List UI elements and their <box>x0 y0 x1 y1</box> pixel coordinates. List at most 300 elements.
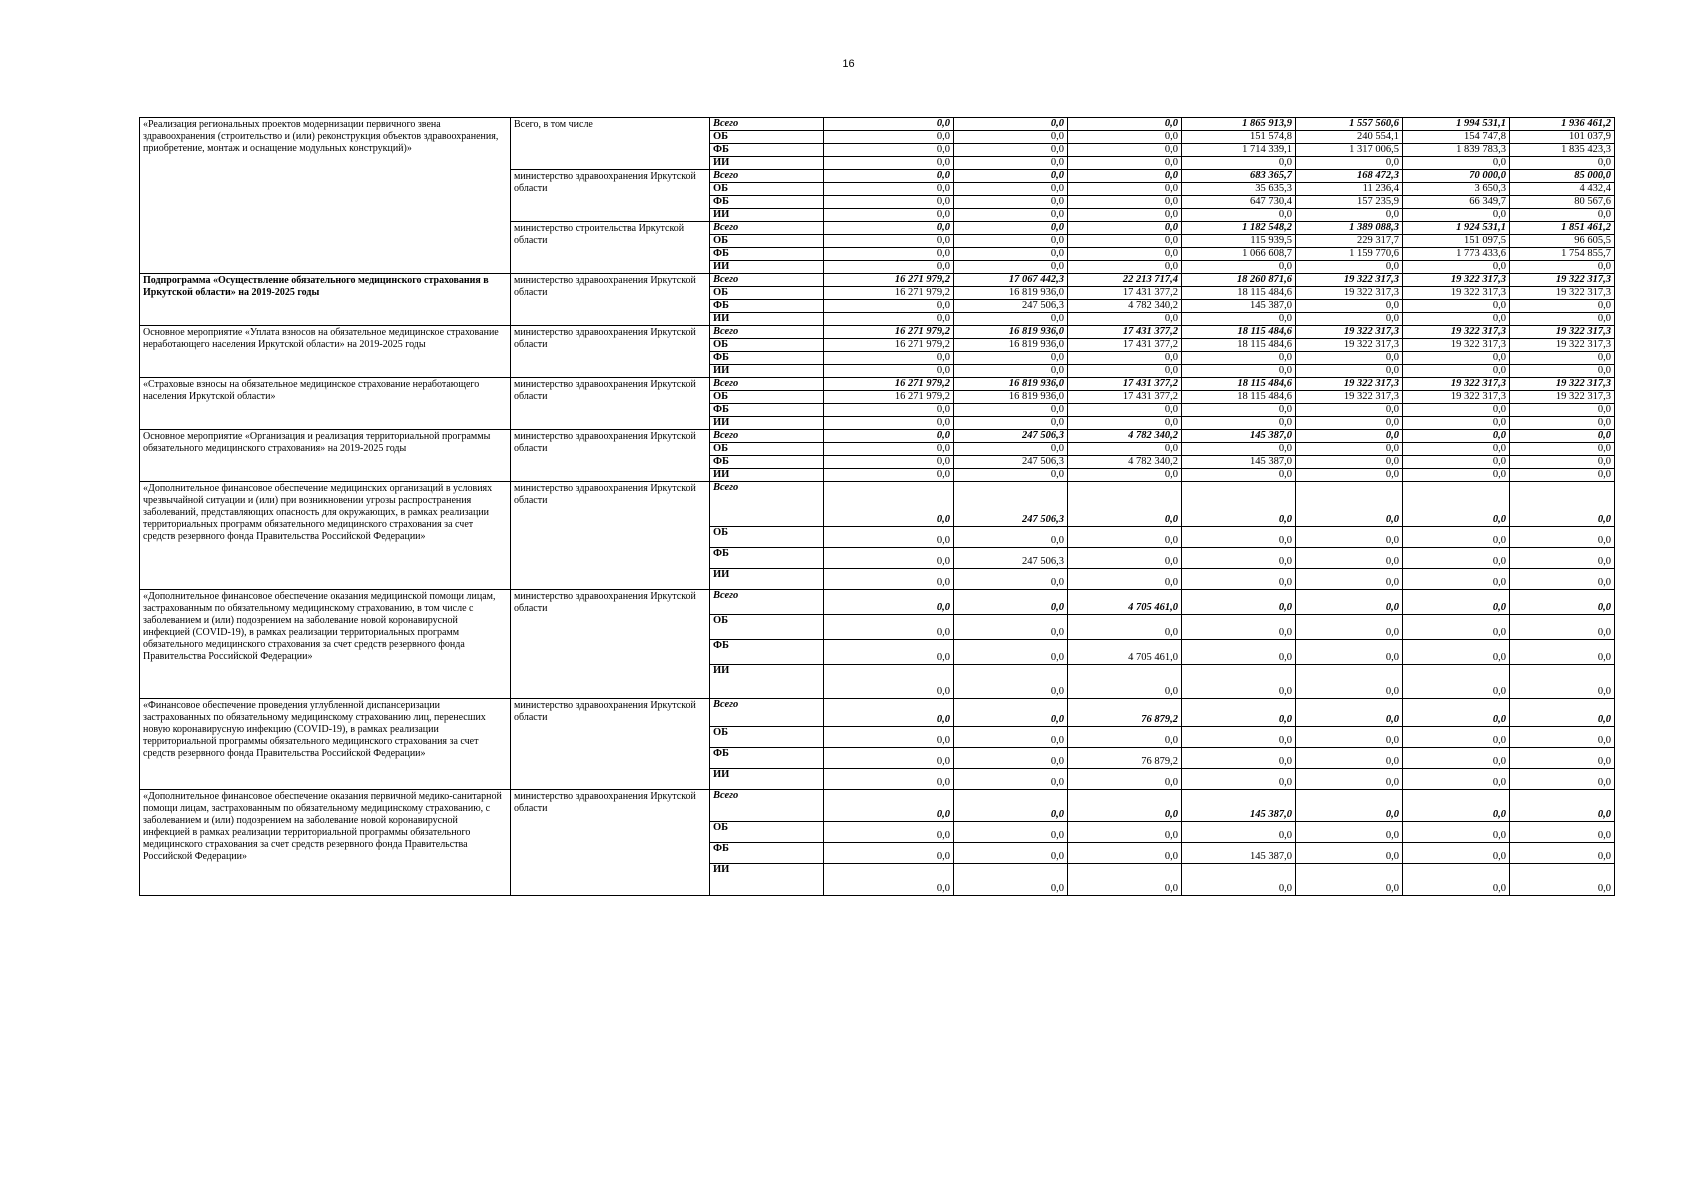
funding-source-cell: ФБ <box>710 456 824 469</box>
amount-cell: 4 782 340,2 <box>1068 300 1182 313</box>
amount-cell: 0,0 <box>1403 548 1510 569</box>
amount-cell: 0,0 <box>1068 527 1182 548</box>
amount-cell: 0,0 <box>1182 157 1296 170</box>
amount-cell: 0,0 <box>1068 222 1182 235</box>
funding-source-cell: Всего <box>710 699 824 727</box>
amount-cell: 0,0 <box>1068 157 1182 170</box>
funding-source-cell: ФБ <box>710 748 824 769</box>
amount-cell: 0,0 <box>824 527 954 548</box>
amount-cell: 4 782 340,2 <box>1068 456 1182 469</box>
amount-cell: 0,0 <box>1403 748 1510 769</box>
amount-cell: 0,0 <box>1296 699 1403 727</box>
amount-cell: 4 705 461,0 <box>1068 640 1182 665</box>
amount-cell: 0,0 <box>1068 443 1182 456</box>
amount-cell: 0,0 <box>1403 482 1510 527</box>
amount-cell: 0,0 <box>1510 261 1615 274</box>
amount-cell: 0,0 <box>824 456 954 469</box>
funding-source-cell: ИИ <box>710 209 824 222</box>
funding-source-cell: ФБ <box>710 404 824 417</box>
amount-cell: 240 554,1 <box>1296 131 1403 144</box>
amount-cell: 0,0 <box>1403 864 1510 896</box>
amount-cell: 16 271 979,2 <box>824 326 954 339</box>
amount-cell: 1 159 770,6 <box>1296 248 1403 261</box>
funding-source-cell: ФБ <box>710 144 824 157</box>
amount-cell: 0,0 <box>954 183 1068 196</box>
amount-cell: 96 605,5 <box>1510 235 1615 248</box>
amount-cell: 0,0 <box>1068 196 1182 209</box>
amount-cell: 0,0 <box>1296 417 1403 430</box>
amount-cell: 0,0 <box>954 590 1068 615</box>
amount-cell: 0,0 <box>1403 365 1510 378</box>
amount-cell: 19 322 317,3 <box>1403 339 1510 352</box>
amount-cell: 0,0 <box>1510 699 1615 727</box>
amount-cell: 0,0 <box>1068 790 1182 822</box>
amount-cell: 0,0 <box>1296 261 1403 274</box>
funding-source-cell: Всего <box>710 170 824 183</box>
program-name-cell: «Финансовое обеспечение проведения углубленной диспансеризации застрахованных по обязательному медицинскому страхованию лиц, перенесших новую коронавирусную инфекцию (COVID-19), в рамках реализации территориальной программы обязательного медицинского страхования за счет средств резервного фонда Правительства Российской Федерации» <box>140 699 511 790</box>
executor-cell: министерство здравоохранения Иркутской области <box>511 170 710 222</box>
amount-cell: 16 819 936,0 <box>954 326 1068 339</box>
amount-cell: 0,0 <box>1510 365 1615 378</box>
amount-cell: 0,0 <box>1403 590 1510 615</box>
amount-cell: 1 839 783,3 <box>1403 144 1510 157</box>
program-name-cell: Основное мероприятие «Уплата взносов на обязательное медицинское страхование неработающего населения Иркутской области» на 2019-2025 годы <box>140 326 511 378</box>
amount-cell: 0,0 <box>1510 469 1615 482</box>
amount-cell: 0,0 <box>1296 430 1403 443</box>
amount-cell: 0,0 <box>1510 790 1615 822</box>
amount-cell: 4 705 461,0 <box>1068 590 1182 615</box>
amount-cell: 0,0 <box>1182 417 1296 430</box>
table-row <box>140 590 1615 615</box>
funding-source-cell: ФБ <box>710 300 824 313</box>
funding-source-cell: Всего <box>710 118 824 131</box>
table-row <box>140 118 1615 131</box>
table-body <box>140 118 1615 896</box>
amount-cell: 0,0 <box>824 157 954 170</box>
amount-cell: 0,0 <box>824 699 954 727</box>
funding-source-cell: ИИ <box>710 469 824 482</box>
amount-cell: 0,0 <box>1510 482 1615 527</box>
amount-cell: 229 317,7 <box>1296 235 1403 248</box>
amount-cell: 0,0 <box>1403 527 1510 548</box>
executor-cell: министерство здравоохранения Иркутской области <box>511 274 710 326</box>
amount-cell: 0,0 <box>1068 822 1182 843</box>
amount-cell: 0,0 <box>1403 300 1510 313</box>
amount-cell: 35 635,3 <box>1182 183 1296 196</box>
amount-cell: 0,0 <box>1068 843 1182 864</box>
amount-cell: 19 322 317,3 <box>1296 326 1403 339</box>
amount-cell: 154 747,8 <box>1403 131 1510 144</box>
amount-cell: 0,0 <box>824 640 954 665</box>
amount-cell: 0,0 <box>824 144 954 157</box>
amount-cell: 17 067 442,3 <box>954 274 1068 287</box>
amount-cell: 0,0 <box>824 261 954 274</box>
amount-cell: 0,0 <box>1296 443 1403 456</box>
amount-cell: 19 322 317,3 <box>1510 378 1615 391</box>
amount-cell: 145 387,0 <box>1182 456 1296 469</box>
funding-source-cell: Всего <box>710 590 824 615</box>
amount-cell: 1 994 531,1 <box>1403 118 1510 131</box>
amount-cell: 76 879,2 <box>1068 699 1182 727</box>
amount-cell: 0,0 <box>1182 548 1296 569</box>
funding-source-cell: Всего <box>710 430 824 443</box>
amount-cell: 0,0 <box>1068 235 1182 248</box>
amount-cell: 0,0 <box>1182 261 1296 274</box>
amount-cell: 0,0 <box>1403 209 1510 222</box>
amount-cell: 1 066 608,7 <box>1182 248 1296 261</box>
amount-cell: 1 773 433,6 <box>1403 248 1510 261</box>
amount-cell: 683 365,7 <box>1182 170 1296 183</box>
funding-source-cell: ИИ <box>710 417 824 430</box>
amount-cell: 0,0 <box>824 196 954 209</box>
amount-cell: 0,0 <box>954 118 1068 131</box>
amount-cell: 0,0 <box>824 118 954 131</box>
amount-cell: 85 000,0 <box>1510 170 1615 183</box>
executor-cell: министерство здравоохранения Иркутской области <box>511 326 710 378</box>
amount-cell: 0,0 <box>1510 430 1615 443</box>
amount-cell: 0,0 <box>1510 843 1615 864</box>
amount-cell: 0,0 <box>1182 615 1296 640</box>
amount-cell: 0,0 <box>1296 790 1403 822</box>
program-name-cell: Основное мероприятие «Организация и реализация территориальной программы обязательного медицинского страхования» на 2019-2025 годы <box>140 430 511 482</box>
amount-cell: 0,0 <box>954 222 1068 235</box>
amount-cell: 1 714 339,1 <box>1182 144 1296 157</box>
amount-cell: 0,0 <box>1296 313 1403 326</box>
amount-cell: 0,0 <box>1068 209 1182 222</box>
funding-source-cell: ФБ <box>710 248 824 261</box>
amount-cell: 0,0 <box>1182 699 1296 727</box>
amount-cell: 0,0 <box>1296 456 1403 469</box>
amount-cell: 145 387,0 <box>1182 430 1296 443</box>
amount-cell: 0,0 <box>1296 748 1403 769</box>
amount-cell: 0,0 <box>954 469 1068 482</box>
amount-cell: 0,0 <box>824 864 954 896</box>
amount-cell: 19 322 317,3 <box>1403 391 1510 404</box>
amount-cell: 0,0 <box>1182 590 1296 615</box>
funding-source-cell: ОБ <box>710 183 824 196</box>
amount-cell: 0,0 <box>1068 569 1182 590</box>
amount-cell: 0,0 <box>1296 665 1403 699</box>
funding-source-cell: Всего <box>710 790 824 822</box>
amount-cell: 0,0 <box>824 822 954 843</box>
executor-cell: министерство здравоохранения Иркутской области <box>511 699 710 790</box>
amount-cell: 19 322 317,3 <box>1296 274 1403 287</box>
amount-cell: 0,0 <box>1068 183 1182 196</box>
amount-cell: 4 432,4 <box>1510 183 1615 196</box>
executor-cell: министерство здравоохранения Иркутской области <box>511 590 710 699</box>
amount-cell: 0,0 <box>1510 665 1615 699</box>
amount-cell: 0,0 <box>954 527 1068 548</box>
funding-source-cell: Всего <box>710 378 824 391</box>
amount-cell: 0,0 <box>954 822 1068 843</box>
program-name-cell: «Дополнительное финансовое обеспечение медицинских организаций в условиях чрезвычайной ситуации и (или) при возникновении угрозы распространения заболеваний, представляющих опасность для окружающих, в рамках реализации территориальных программ обязательного медицинского страхования за счет средств резервного фонда Правительства Российской Федерации» <box>140 482 511 590</box>
amount-cell: 0,0 <box>954 748 1068 769</box>
amount-cell: 0,0 <box>1510 443 1615 456</box>
amount-cell: 19 322 317,3 <box>1403 378 1510 391</box>
amount-cell: 16 819 936,0 <box>954 378 1068 391</box>
amount-cell: 0,0 <box>824 222 954 235</box>
amount-cell: 0,0 <box>1403 352 1510 365</box>
funding-source-cell: ИИ <box>710 665 824 699</box>
amount-cell: 151 574,8 <box>1182 131 1296 144</box>
amount-cell: 0,0 <box>824 769 954 790</box>
amount-cell: 0,0 <box>1510 456 1615 469</box>
amount-cell: 0,0 <box>824 843 954 864</box>
amount-cell: 19 322 317,3 <box>1510 274 1615 287</box>
amount-cell: 145 387,0 <box>1182 790 1296 822</box>
executor-cell: министерство здравоохранения Иркутской области <box>511 482 710 590</box>
amount-cell: 0,0 <box>1403 569 1510 590</box>
amount-cell: 0,0 <box>954 769 1068 790</box>
amount-cell: 0,0 <box>954 665 1068 699</box>
amount-cell: 0,0 <box>954 864 1068 896</box>
program-name-cell: «Дополнительное финансовое обеспечение оказания первичной медико-санитарной помощи лицам, застрахованным по обязательному медицинскому страхованию, с заболеванием и (или) подозрением на заболевание новой коронавирусной инфекцией в рамках реализации территориальной программы обязательного медицинского страхования за счет средств резервного фонда Правительства Российской Федерации» <box>140 790 511 896</box>
amount-cell: 0,0 <box>1510 548 1615 569</box>
funding-source-cell: ИИ <box>710 864 824 896</box>
amount-cell: 0,0 <box>1296 209 1403 222</box>
amount-cell: 0,0 <box>1403 443 1510 456</box>
financing-table <box>139 117 1615 896</box>
amount-cell: 0,0 <box>1068 248 1182 261</box>
funding-source-cell: Всего <box>710 222 824 235</box>
amount-cell: 0,0 <box>1296 482 1403 527</box>
amount-cell: 0,0 <box>1068 769 1182 790</box>
amount-cell: 1 754 855,7 <box>1510 248 1615 261</box>
table-row <box>140 699 1615 727</box>
funding-source-cell: ФБ <box>710 843 824 864</box>
table-row <box>140 274 1615 287</box>
amount-cell: 0,0 <box>1510 864 1615 896</box>
amount-cell: 16 271 979,2 <box>824 391 954 404</box>
amount-cell: 145 387,0 <box>1182 843 1296 864</box>
amount-cell: 0,0 <box>1510 640 1615 665</box>
amount-cell: 0,0 <box>954 417 1068 430</box>
amount-cell: 0,0 <box>1296 157 1403 170</box>
amount-cell: 0,0 <box>1182 640 1296 665</box>
amount-cell: 0,0 <box>1068 170 1182 183</box>
amount-cell: 0,0 <box>824 469 954 482</box>
amount-cell: 0,0 <box>1296 843 1403 864</box>
amount-cell: 247 506,3 <box>954 456 1068 469</box>
amount-cell: 0,0 <box>824 248 954 261</box>
amount-cell: 0,0 <box>1182 352 1296 365</box>
amount-cell: 18 260 871,6 <box>1182 274 1296 287</box>
amount-cell: 0,0 <box>954 640 1068 665</box>
amount-cell: 0,0 <box>1296 300 1403 313</box>
amount-cell: 0,0 <box>1068 469 1182 482</box>
amount-cell: 0,0 <box>1296 727 1403 748</box>
amount-cell: 1 835 423,3 <box>1510 144 1615 157</box>
amount-cell: 0,0 <box>1403 261 1510 274</box>
amount-cell: 0,0 <box>1068 864 1182 896</box>
amount-cell: 0,0 <box>1296 590 1403 615</box>
amount-cell: 247 506,3 <box>954 482 1068 527</box>
amount-cell: 0,0 <box>1296 569 1403 590</box>
funding-source-cell: ОБ <box>710 287 824 300</box>
amount-cell: 0,0 <box>1182 727 1296 748</box>
amount-cell: 16 271 979,2 <box>824 378 954 391</box>
amount-cell: 0,0 <box>1068 665 1182 699</box>
amount-cell: 0,0 <box>1510 209 1615 222</box>
amount-cell: 0,0 <box>1068 118 1182 131</box>
funding-source-cell: Всего <box>710 482 824 527</box>
amount-cell: 0,0 <box>1296 365 1403 378</box>
amount-cell: 647 730,4 <box>1182 196 1296 209</box>
amount-cell: 0,0 <box>1296 352 1403 365</box>
amount-cell: 19 322 317,3 <box>1510 391 1615 404</box>
amount-cell: 18 115 484,6 <box>1182 339 1296 352</box>
funding-source-cell: ОБ <box>710 235 824 248</box>
table-row <box>140 482 1615 527</box>
amount-cell: 19 322 317,3 <box>1296 378 1403 391</box>
program-name-cell: «Страховые взносы на обязательное медицинское страхование неработающего населения Иркутской области» <box>140 378 511 430</box>
amount-cell: 0,0 <box>824 569 954 590</box>
executor-cell: министерство строительства Иркутской области <box>511 222 710 274</box>
amount-cell: 4 782 340,2 <box>1068 430 1182 443</box>
funding-source-cell: ФБ <box>710 548 824 569</box>
amount-cell: 16 819 936,0 <box>954 391 1068 404</box>
amount-cell: 1 557 560,6 <box>1296 118 1403 131</box>
amount-cell: 17 431 377,2 <box>1068 287 1182 300</box>
amount-cell: 16 271 979,2 <box>824 274 954 287</box>
table-row <box>140 378 1615 391</box>
amount-cell: 0,0 <box>1296 527 1403 548</box>
amount-cell: 0,0 <box>1182 527 1296 548</box>
amount-cell: 0,0 <box>954 443 1068 456</box>
amount-cell: 0,0 <box>1403 727 1510 748</box>
amount-cell: 247 506,3 <box>954 430 1068 443</box>
amount-cell: 247 506,3 <box>954 548 1068 569</box>
amount-cell: 19 322 317,3 <box>1403 326 1510 339</box>
amount-cell: 1 936 461,2 <box>1510 118 1615 131</box>
amount-cell: 0,0 <box>824 430 954 443</box>
amount-cell: 0,0 <box>954 131 1068 144</box>
amount-cell: 0,0 <box>824 183 954 196</box>
amount-cell: 19 322 317,3 <box>1403 287 1510 300</box>
funding-source-cell: ОБ <box>710 822 824 843</box>
amount-cell: 0,0 <box>1403 430 1510 443</box>
amount-cell: 0,0 <box>1068 261 1182 274</box>
amount-cell: 0,0 <box>1068 313 1182 326</box>
amount-cell: 0,0 <box>1403 417 1510 430</box>
amount-cell: 0,0 <box>824 443 954 456</box>
amount-cell: 0,0 <box>1403 157 1510 170</box>
amount-cell: 66 349,7 <box>1403 196 1510 209</box>
amount-cell: 0,0 <box>1182 482 1296 527</box>
amount-cell: 0,0 <box>824 209 954 222</box>
amount-cell: 0,0 <box>1510 300 1615 313</box>
funding-source-cell: ИИ <box>710 157 824 170</box>
amount-cell: 1 924 531,1 <box>1403 222 1510 235</box>
amount-cell: 115 939,5 <box>1182 235 1296 248</box>
amount-cell: 0,0 <box>824 790 954 822</box>
amount-cell: 17 431 377,2 <box>1068 378 1182 391</box>
amount-cell: 0,0 <box>954 248 1068 261</box>
amount-cell: 17 431 377,2 <box>1068 339 1182 352</box>
amount-cell: 0,0 <box>1068 404 1182 417</box>
amount-cell: 0,0 <box>1296 822 1403 843</box>
amount-cell: 18 115 484,6 <box>1182 378 1296 391</box>
amount-cell: 0,0 <box>824 300 954 313</box>
amount-cell: 3 650,3 <box>1403 183 1510 196</box>
amount-cell: 19 322 317,3 <box>1403 274 1510 287</box>
amount-cell: 16 271 979,2 <box>824 339 954 352</box>
amount-cell: 0,0 <box>954 727 1068 748</box>
amount-cell: 0,0 <box>1403 843 1510 864</box>
table-row <box>140 430 1615 443</box>
amount-cell: 0,0 <box>1182 313 1296 326</box>
amount-cell: 0,0 <box>824 235 954 248</box>
amount-cell: 0,0 <box>1403 615 1510 640</box>
program-name-cell: Подпрограмма «Осуществление обязательного медицинского страхования в Иркутской области» на 2019-2025 годы <box>140 274 511 326</box>
amount-cell: 0,0 <box>954 209 1068 222</box>
amount-cell: 0,0 <box>1510 748 1615 769</box>
amount-cell: 0,0 <box>1182 404 1296 417</box>
amount-cell: 19 322 317,3 <box>1510 326 1615 339</box>
amount-cell: 0,0 <box>824 131 954 144</box>
amount-cell: 0,0 <box>824 727 954 748</box>
funding-source-cell: ОБ <box>710 131 824 144</box>
amount-cell: 0,0 <box>824 365 954 378</box>
program-name-cell: «Дополнительное финансовое обеспечение оказания медицинской помощи лицам, застрахованным по обязательному медицинскому страхованию, в том числе с заболеванием и (или) подозрением на заболевание новой коронавирусной инфекцией (COVID-19), в рамках реализации территориальных программ обязательного медицинского страхования за счет средств резервного фонда Правительства Российской Федерации» <box>140 590 511 699</box>
amount-cell: 0,0 <box>1182 864 1296 896</box>
amount-cell: 0,0 <box>954 352 1068 365</box>
amount-cell: 19 322 317,3 <box>1296 339 1403 352</box>
amount-cell: 0,0 <box>1182 822 1296 843</box>
amount-cell: 0,0 <box>954 365 1068 378</box>
amount-cell: 18 115 484,6 <box>1182 391 1296 404</box>
amount-cell: 0,0 <box>1068 482 1182 527</box>
amount-cell: 1 851 461,2 <box>1510 222 1615 235</box>
amount-cell: 0,0 <box>1182 665 1296 699</box>
amount-cell: 11 236,4 <box>1296 183 1403 196</box>
amount-cell: 0,0 <box>954 261 1068 274</box>
page-number: 16 <box>842 58 855 70</box>
amount-cell: 0,0 <box>1182 469 1296 482</box>
amount-cell: 0,0 <box>824 404 954 417</box>
amount-cell: 101 037,9 <box>1510 131 1615 144</box>
amount-cell: 0,0 <box>1510 404 1615 417</box>
amount-cell: 0,0 <box>1403 665 1510 699</box>
amount-cell: 157 235,9 <box>1296 196 1403 209</box>
amount-cell: 1 317 006,5 <box>1296 144 1403 157</box>
amount-cell: 0,0 <box>1296 769 1403 790</box>
amount-cell: 0,0 <box>824 548 954 569</box>
amount-cell: 0,0 <box>1403 769 1510 790</box>
amount-cell: 0,0 <box>824 313 954 326</box>
amount-cell: 0,0 <box>1510 313 1615 326</box>
table-row <box>140 326 1615 339</box>
amount-cell: 0,0 <box>1296 469 1403 482</box>
amount-cell: 0,0 <box>1182 443 1296 456</box>
amount-cell: 0,0 <box>1403 699 1510 727</box>
funding-source-cell: ИИ <box>710 261 824 274</box>
amount-cell: 1 865 913,9 <box>1182 118 1296 131</box>
amount-cell: 0,0 <box>1510 352 1615 365</box>
amount-cell: 0,0 <box>1182 209 1296 222</box>
amount-cell: 0,0 <box>954 843 1068 864</box>
amount-cell: 0,0 <box>954 196 1068 209</box>
amount-cell: 19 322 317,3 <box>1296 287 1403 300</box>
amount-cell: 0,0 <box>1510 615 1615 640</box>
amount-cell: 0,0 <box>1510 417 1615 430</box>
amount-cell: 0,0 <box>1296 404 1403 417</box>
amount-cell: 0,0 <box>1068 365 1182 378</box>
amount-cell: 0,0 <box>1068 131 1182 144</box>
amount-cell: 19 322 317,3 <box>1296 391 1403 404</box>
amount-cell: 0,0 <box>1068 548 1182 569</box>
amount-cell: 0,0 <box>1182 365 1296 378</box>
